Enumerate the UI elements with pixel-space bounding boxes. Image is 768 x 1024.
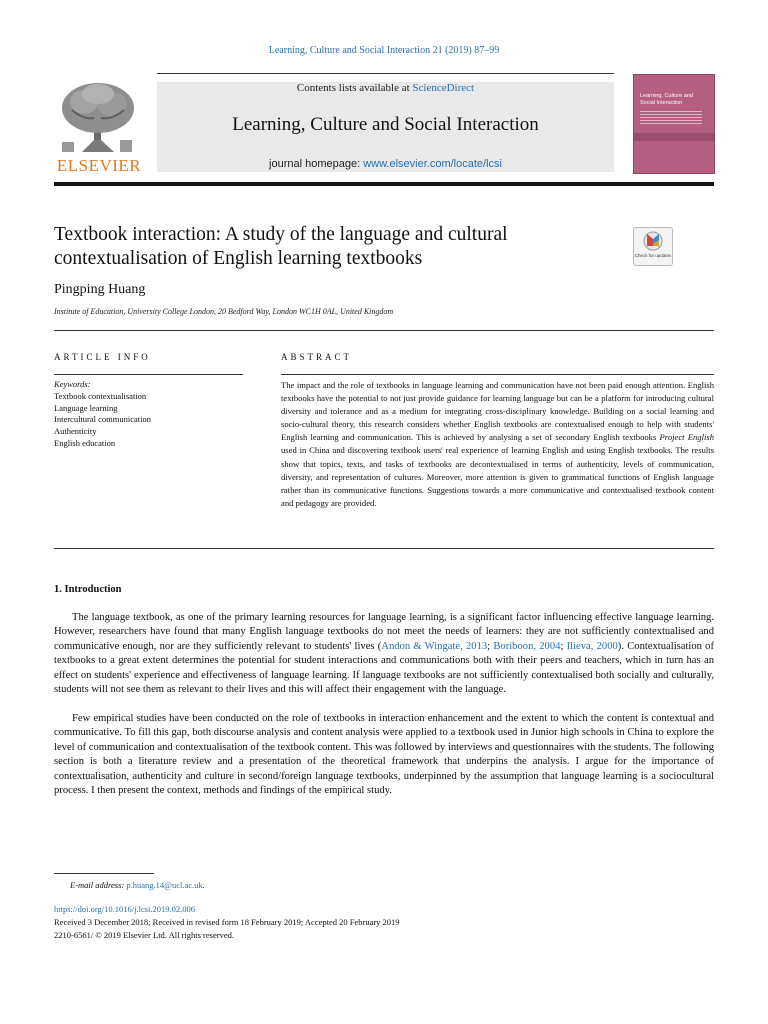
abstract-text (281, 379, 714, 510)
copyright-notice: 2210-6561/ © 2019 Elsevier Ltd. All rights reserved. (54, 930, 234, 940)
article-title: Textbook interaction: A study of the language and cultural contextualisation of English learning textbooks (54, 224, 508, 269)
abstract-rule (281, 374, 714, 375)
doi-link[interactable]: https://doi.org/10.1016/j.lcsi.2019.02.006 (54, 904, 196, 914)
citation-separator: ; (560, 640, 567, 652)
article-info-heading: ARTICLE INFO (54, 352, 151, 362)
author-email-link[interactable]: p.huang.14@ucl.ac.uk (126, 880, 203, 890)
homepage-line (157, 158, 614, 170)
intro-p1-text-a: The language textbook, as one of the primary learning resources for language learning, is a significant factor influencing effective language learning. However, researchers have found that many English language textbooks do not meet the needs of learners: they are not sufficiently contextualised and communicative enough, nor are they sufficiently relevant to students' lives ( (54, 612, 714, 652)
journal-citation-link[interactable]: Learning, Culture and Social Interaction 21 (2019) 87–99 (268, 45, 500, 56)
title-divider (54, 330, 714, 331)
check-for-updates-label: Check for updates (634, 253, 672, 258)
masthead-top-rule (157, 73, 614, 74)
journal-homepage-link[interactable]: www.elsevier.com/locate/lcsi (363, 158, 502, 170)
contents-line (157, 82, 614, 94)
check-for-updates-button[interactable] (633, 227, 673, 266)
introduction-paragraph-1 (54, 611, 714, 697)
homepage-prefix: journal homepage: (269, 158, 364, 170)
abstract-part-2: used in China and discovering textbook users' real experience of learning English and using English textbooks. The results show that topics, texts, and tasks of textbooks are decontextualised in terms of authenticity, levels of communication, diversity, and representation of cultures. Moreover, more attention is given to grammatical functions of English language rather than its communicative functions. Suggestions towards a more communicative and contextualised textbook content and pedagogy are provided. (281, 445, 714, 508)
contents-prefix: Contents lists available at (296, 82, 413, 94)
keyword-item: English education (54, 437, 116, 448)
journal-cover-image[interactable] (633, 74, 715, 174)
email-suffix: . (202, 880, 205, 890)
keyword-item: Authenticity (54, 426, 97, 437)
keyword-item: Language learning (54, 402, 118, 413)
cover-decoration (640, 111, 702, 126)
publisher-wordmark: ELSEVIER (56, 156, 142, 175)
abstract-italic-title: Project English (659, 432, 714, 443)
abstract-part-1: The impact and the role of textbooks in language learning and communication have not been paid enough attention. English textbooks have the potential to not just provide guidance for learning language but can be a platform for introducing cultural diversity and tolerance and as a medium for integrating cross-disciplinary knowledge. Building on a social learning and socio-cultural theory, this research considers whether English textbooks are contextualised enough to help with students' English learning and communication. This is achieved by analysing a set of secondary English textbooks (281, 380, 714, 443)
keywords-label: Keywords: (54, 379, 91, 389)
cover-title: Learning, Culture and Social Interaction (640, 93, 693, 106)
introduction-heading: 1. Introduction (54, 584, 122, 595)
received-dates: Received 3 December 2018; Received in revised form 18 February 2019; Accepted 20 February 2019 (54, 917, 400, 927)
keyword-item: Intercultural communication (54, 414, 152, 425)
citation-link-boriboon[interactable]: Boriboon, 2004 (493, 640, 561, 652)
masthead-rule (54, 182, 714, 186)
citation-separator: ; (487, 640, 494, 652)
author-affiliation: Institute of Education, University College London, 20 Bedford Way, London WC1H 0AL, United Kingdom (54, 307, 394, 316)
abstract-heading: ABSTRACT (281, 352, 353, 362)
keywords-list (54, 379, 244, 450)
article-info-rule (54, 374, 243, 375)
intro-p2-text: Few empirical studies have been conducted on the role of textbooks in interaction enhancement and the extent to which the content is contextual and communicative. To fill this gap, both discourse analysis and content analysis were applied to a textbook used in Junior high schools in China to explore the level of communication and contextualisation of the textbook content. This was followed by interviews and questionnaires with the students. The following section is both a literature review and a presentation of the theoretical framework that underpins the analysis. I argue for the importance of contextualisation, authenticity and culture in second/foreign language textbooks, underpinned by the assumption that language learning is a sociocultural process. I then present the context, methods and findings of the empirical study. (54, 713, 714, 797)
citation-link-ilieva[interactable]: Ilieva, 2000 (566, 640, 618, 652)
sciencedirect-link[interactable]: ScienceDirect (412, 82, 475, 94)
keyword-item: Textbook contextualisation (54, 390, 147, 401)
citation-link-andon-wingate[interactable]: Andon & Wingate, 2013 (381, 640, 488, 652)
journal-title: Learning, Culture and Social Interaction (232, 114, 539, 135)
author-name: Pingping Huang (54, 282, 146, 297)
introduction-paragraph-2 (54, 712, 714, 798)
abstract-divider (54, 548, 714, 549)
email-footnote (70, 880, 205, 890)
footnote-rule (54, 873, 154, 874)
journal-masthead (157, 82, 614, 172)
intro-p1-text-b: ). Contextualisation of textbooks to a great extent determines the potential for student interactions and communications both with their peers and teachers, which in turn has an effect on students' experience and effectiveness of language learning. If language textbooks are not sufficiently contextualised both socially and culturally, students will not see them as relevant to their lives and this will affect their engagement with the language. (54, 640, 714, 696)
cover-strip (634, 133, 714, 141)
crossmark-icon (634, 228, 672, 252)
email-label: E-mail address: (70, 880, 127, 890)
